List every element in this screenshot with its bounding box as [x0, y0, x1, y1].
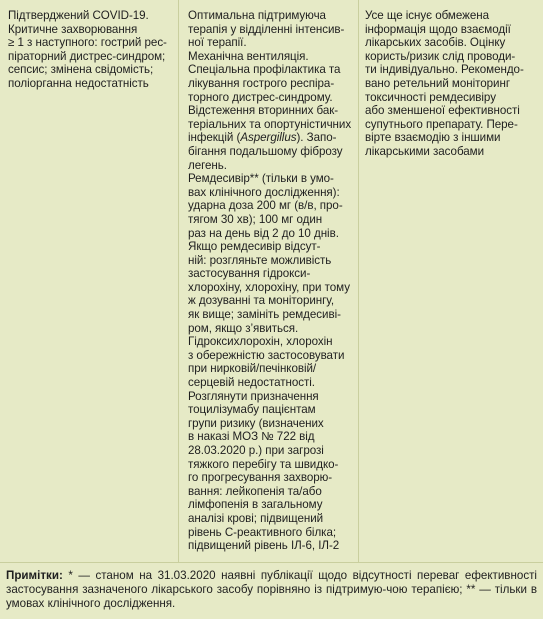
- table-cell-condition: [0, 0, 179, 562]
- pathogen-name: Aspergillus: [240, 131, 297, 145]
- footnotes-label: Примітки:: [6, 569, 63, 582]
- therapy-text: Оптимальна підтримуюча терапія у відділенні інтенсив- ної терапії. Механічна вентиляція. Спеціальна профілактика та лікування гострого респіра- торного дистрес-синдрому. Відстеження вторинних бак- теріальних та опортуністичних інфекцій (Aspergillus). Запо- бігання подальшому фіброзу легень. Ремдесивір** (тільки в умо- вах клінічного дослідження): ударна доза 200 мг (в/в, про- тягом 30 хв); 100 мг один раз на день від 2 до 10 днів. Якщо ремдесивір відсут- ній: розгляньте можливість застосування гідрокси- хлорохіну, хлорохіну, при тому ж дозуванні та моніторингу, як вище; замініть ремдесиві- ром, якщо з’явиться. Гідроксихлорохін, хлорохін з обережністю застосовувати при нирковій/печінковій/ серцевій недостатності. Розглянути призначення тоцилізумабу пацієнтам групи ризику (визначених в наказі МОЗ № 722 від 28.03.2020 р.) при загрозі тяжкого перебігу та швидко- го прогресування захворю- вання: лейкопенія та/або лімфопенія в загальному аналізі крові; підвищений рівень С-реактивного білка; підвищений рівень ІЛ-6, ІЛ-2: [188, 9, 352, 553]
- footnotes: [0, 563, 543, 619]
- condition-text: Підтверджений COVID-19. Критичне захворювання ≥ 1 з наступного: гострий рес- піраторний дистрес-синдром; сепсис; змінена свідомість; поліорганна недостатність: [8, 9, 167, 90]
- table-cell-interactions: [359, 0, 543, 562]
- interactions-text: Усе ще існує обмежена інформація щодо взаємодії лікарських засобів. Оцінку користь/ризик слід проводи- ти індивідуально. Рекомендо- вано ретельний моніторинг токсичності ремдесивіру або зменшеної ефективності супутнього препарату. Пере- вірте взаємодію з іншими лікарськими засобами: [365, 9, 524, 158]
- table-cell-therapy: [179, 0, 359, 562]
- footnotes-text: * — станом на 31.03.2020 наявні публікації щодо відсутності переваг ефективності застосування зазначеного лікарського засобу порівняно із підтримую-чою терапією; ** — тільки в умовах клінічного дослідження.: [6, 569, 537, 611]
